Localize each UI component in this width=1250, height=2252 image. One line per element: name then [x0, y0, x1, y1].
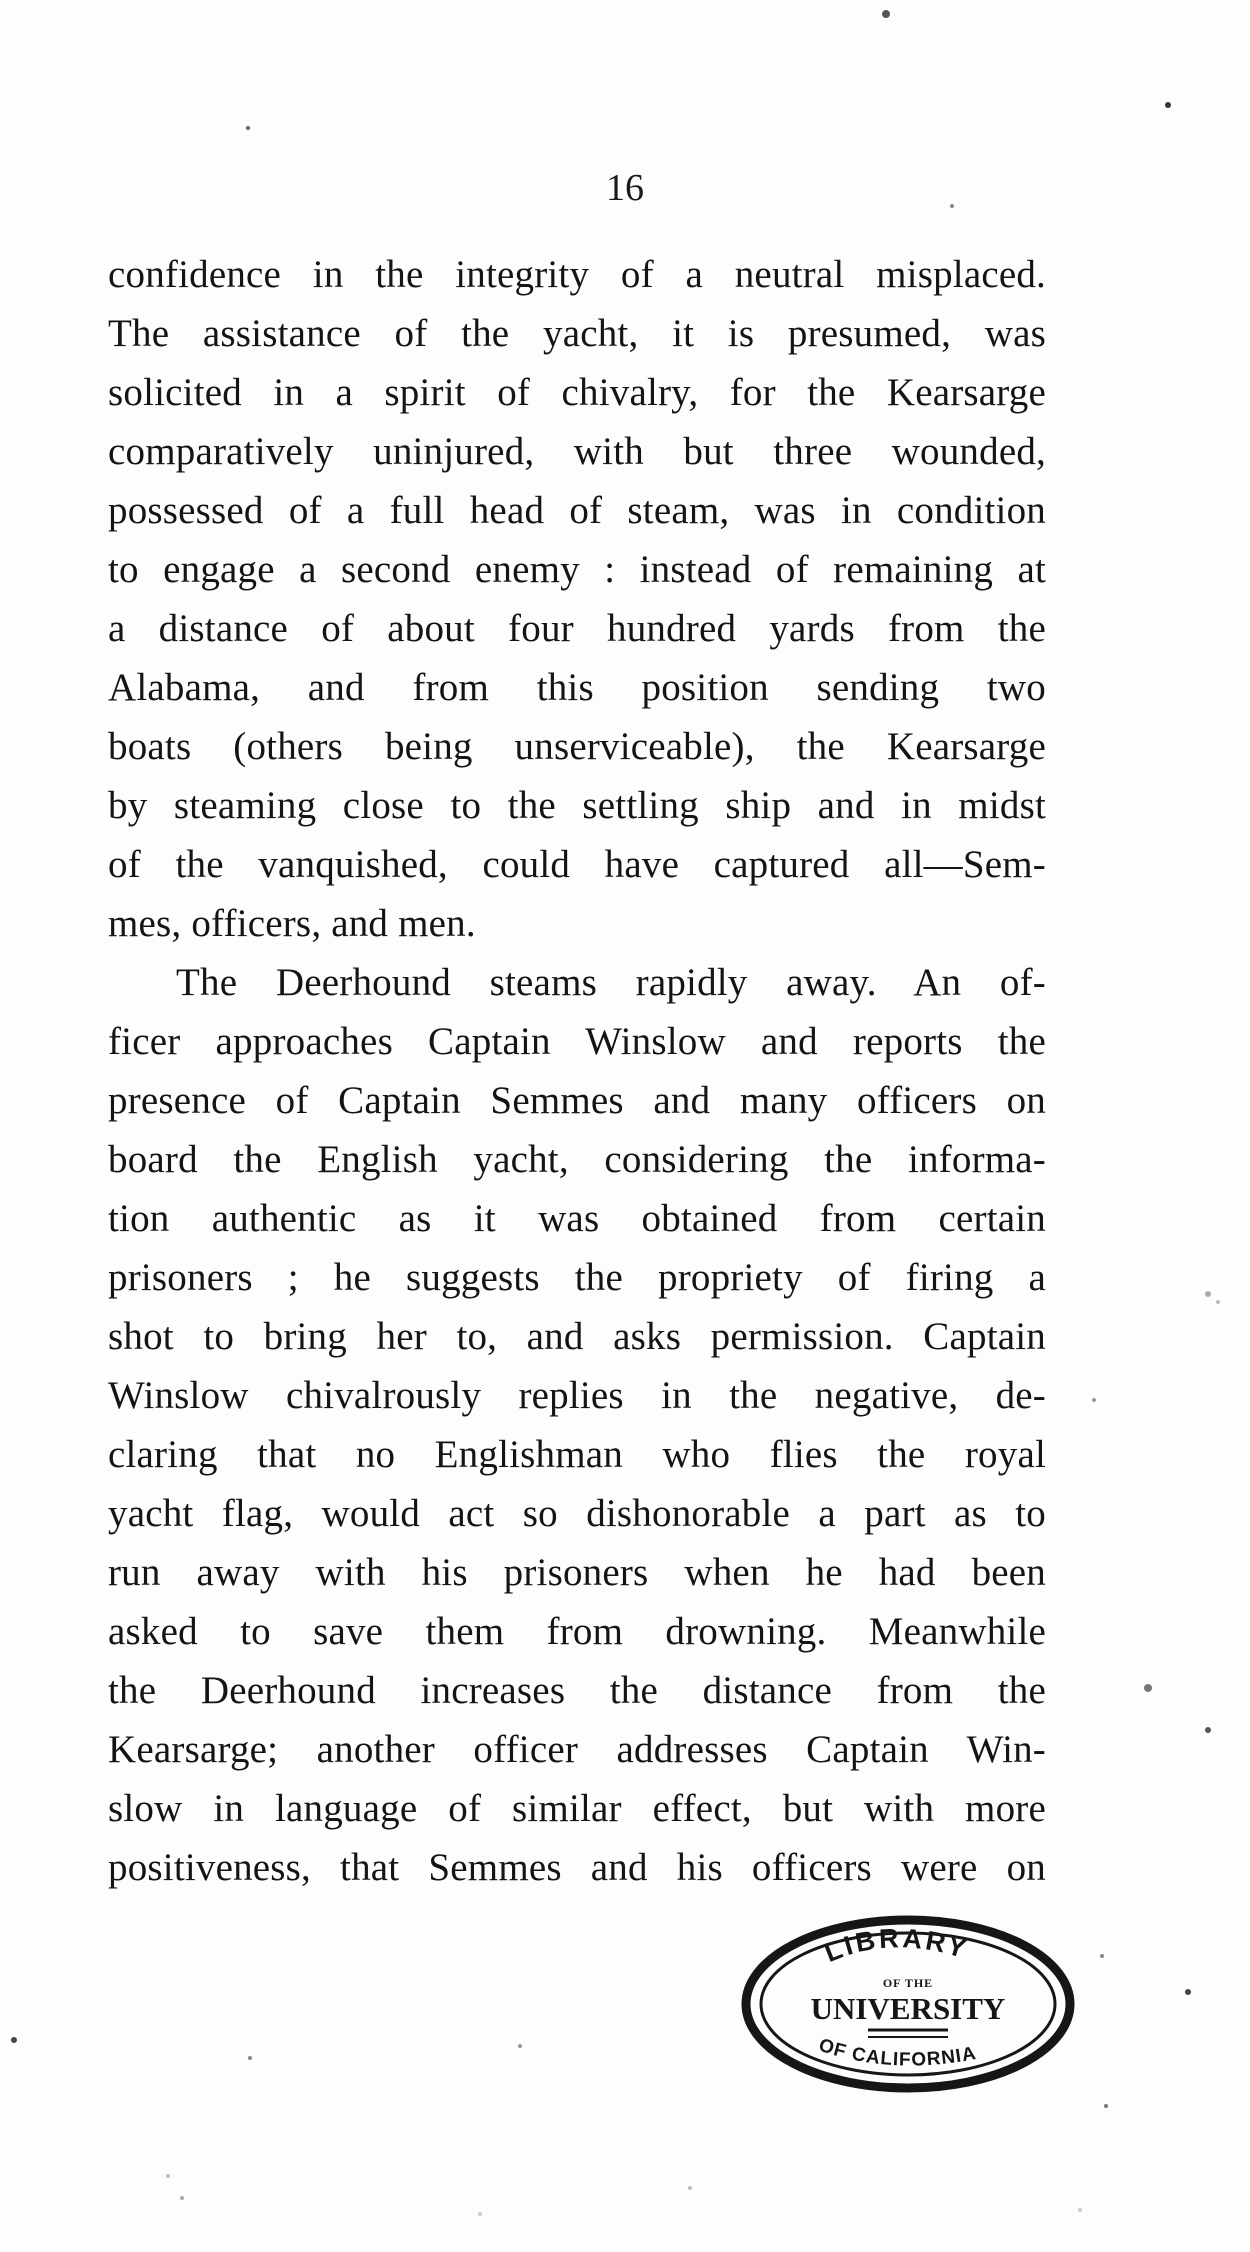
text-line: Winslow chivalrously replies in the negative, de- [108, 1374, 1046, 1417]
text-line: confidence in the integrity of a neutral misplaced. [108, 253, 1046, 296]
text-line: prisoners ; he suggests the propriety of firing a [108, 1256, 1046, 1299]
library-stamp [738, 1912, 1078, 2096]
text-line: solicited in a spirit of chivalry, for the Kearsarge [108, 371, 1046, 414]
text-line: mes, officers, and men. [108, 902, 476, 945]
text-line: Alabama, and from this position sending two [108, 666, 1046, 709]
text-line: by steaming close to the settling ship and in midst [108, 784, 1046, 827]
stamp-library-text: LIBRARY [820, 1923, 973, 1968]
text-line: to engage a second enemy : instead of remaining at [108, 548, 1046, 591]
text-line: the Deerhound increases the distance from the [108, 1669, 1046, 1712]
page-number: 16 [606, 167, 644, 209]
text-line: Kearsarge; another officer addresses Captain Win- [108, 1728, 1046, 1771]
text-line: tion authentic as it was obtained from certain [108, 1197, 1046, 1240]
stamp-university-text: UNIVERSITY [810, 1991, 1006, 2026]
text-line: The assistance of the yacht, it is presumed, was [108, 312, 1046, 355]
body-text [108, 245, 1046, 1897]
text-line: The Deerhound steams rapidly away. An of- [176, 961, 1046, 1004]
text-line: claring that no Englishman who flies the royal [108, 1433, 1046, 1476]
text-line: board the English yacht, considering the informa- [108, 1138, 1046, 1181]
text-line: ficer approaches Captain Winslow and reports the [108, 1020, 1046, 1063]
text-line: comparatively uninjured, with but three wounded, [108, 430, 1046, 473]
paragraph-2 [108, 953, 1046, 1897]
text-line: run away with his prisoners when he had been [108, 1551, 1046, 1594]
text-line: positiveness, that Semmes and his officers were on [108, 1846, 1046, 1889]
stamp-of-the-text: OF THE [882, 1976, 934, 1990]
text-line: possessed of a full head of steam, was in condition [108, 489, 1046, 532]
text-line: a distance of about four hundred yards from the [108, 607, 1046, 650]
text-line: boats (others being unserviceable), the Kearsarge [108, 725, 1046, 768]
stamp-california-text: OF CALIFORNIA [816, 2034, 979, 2071]
text-line: shot to bring her to, and asks permission. Captain [108, 1315, 1046, 1358]
text-line: slow in language of similar effect, but with more [108, 1787, 1046, 1830]
text-line: of the vanquished, could have captured all—Sem- [108, 843, 1046, 886]
text-line: yacht flag, would act so dishonorable a part as to [108, 1492, 1046, 1535]
text-line: presence of Captain Semmes and many officers on [108, 1079, 1046, 1122]
text-line: asked to save them from drowning. Meanwhile [108, 1610, 1046, 1653]
paragraph-1 [108, 245, 1046, 953]
